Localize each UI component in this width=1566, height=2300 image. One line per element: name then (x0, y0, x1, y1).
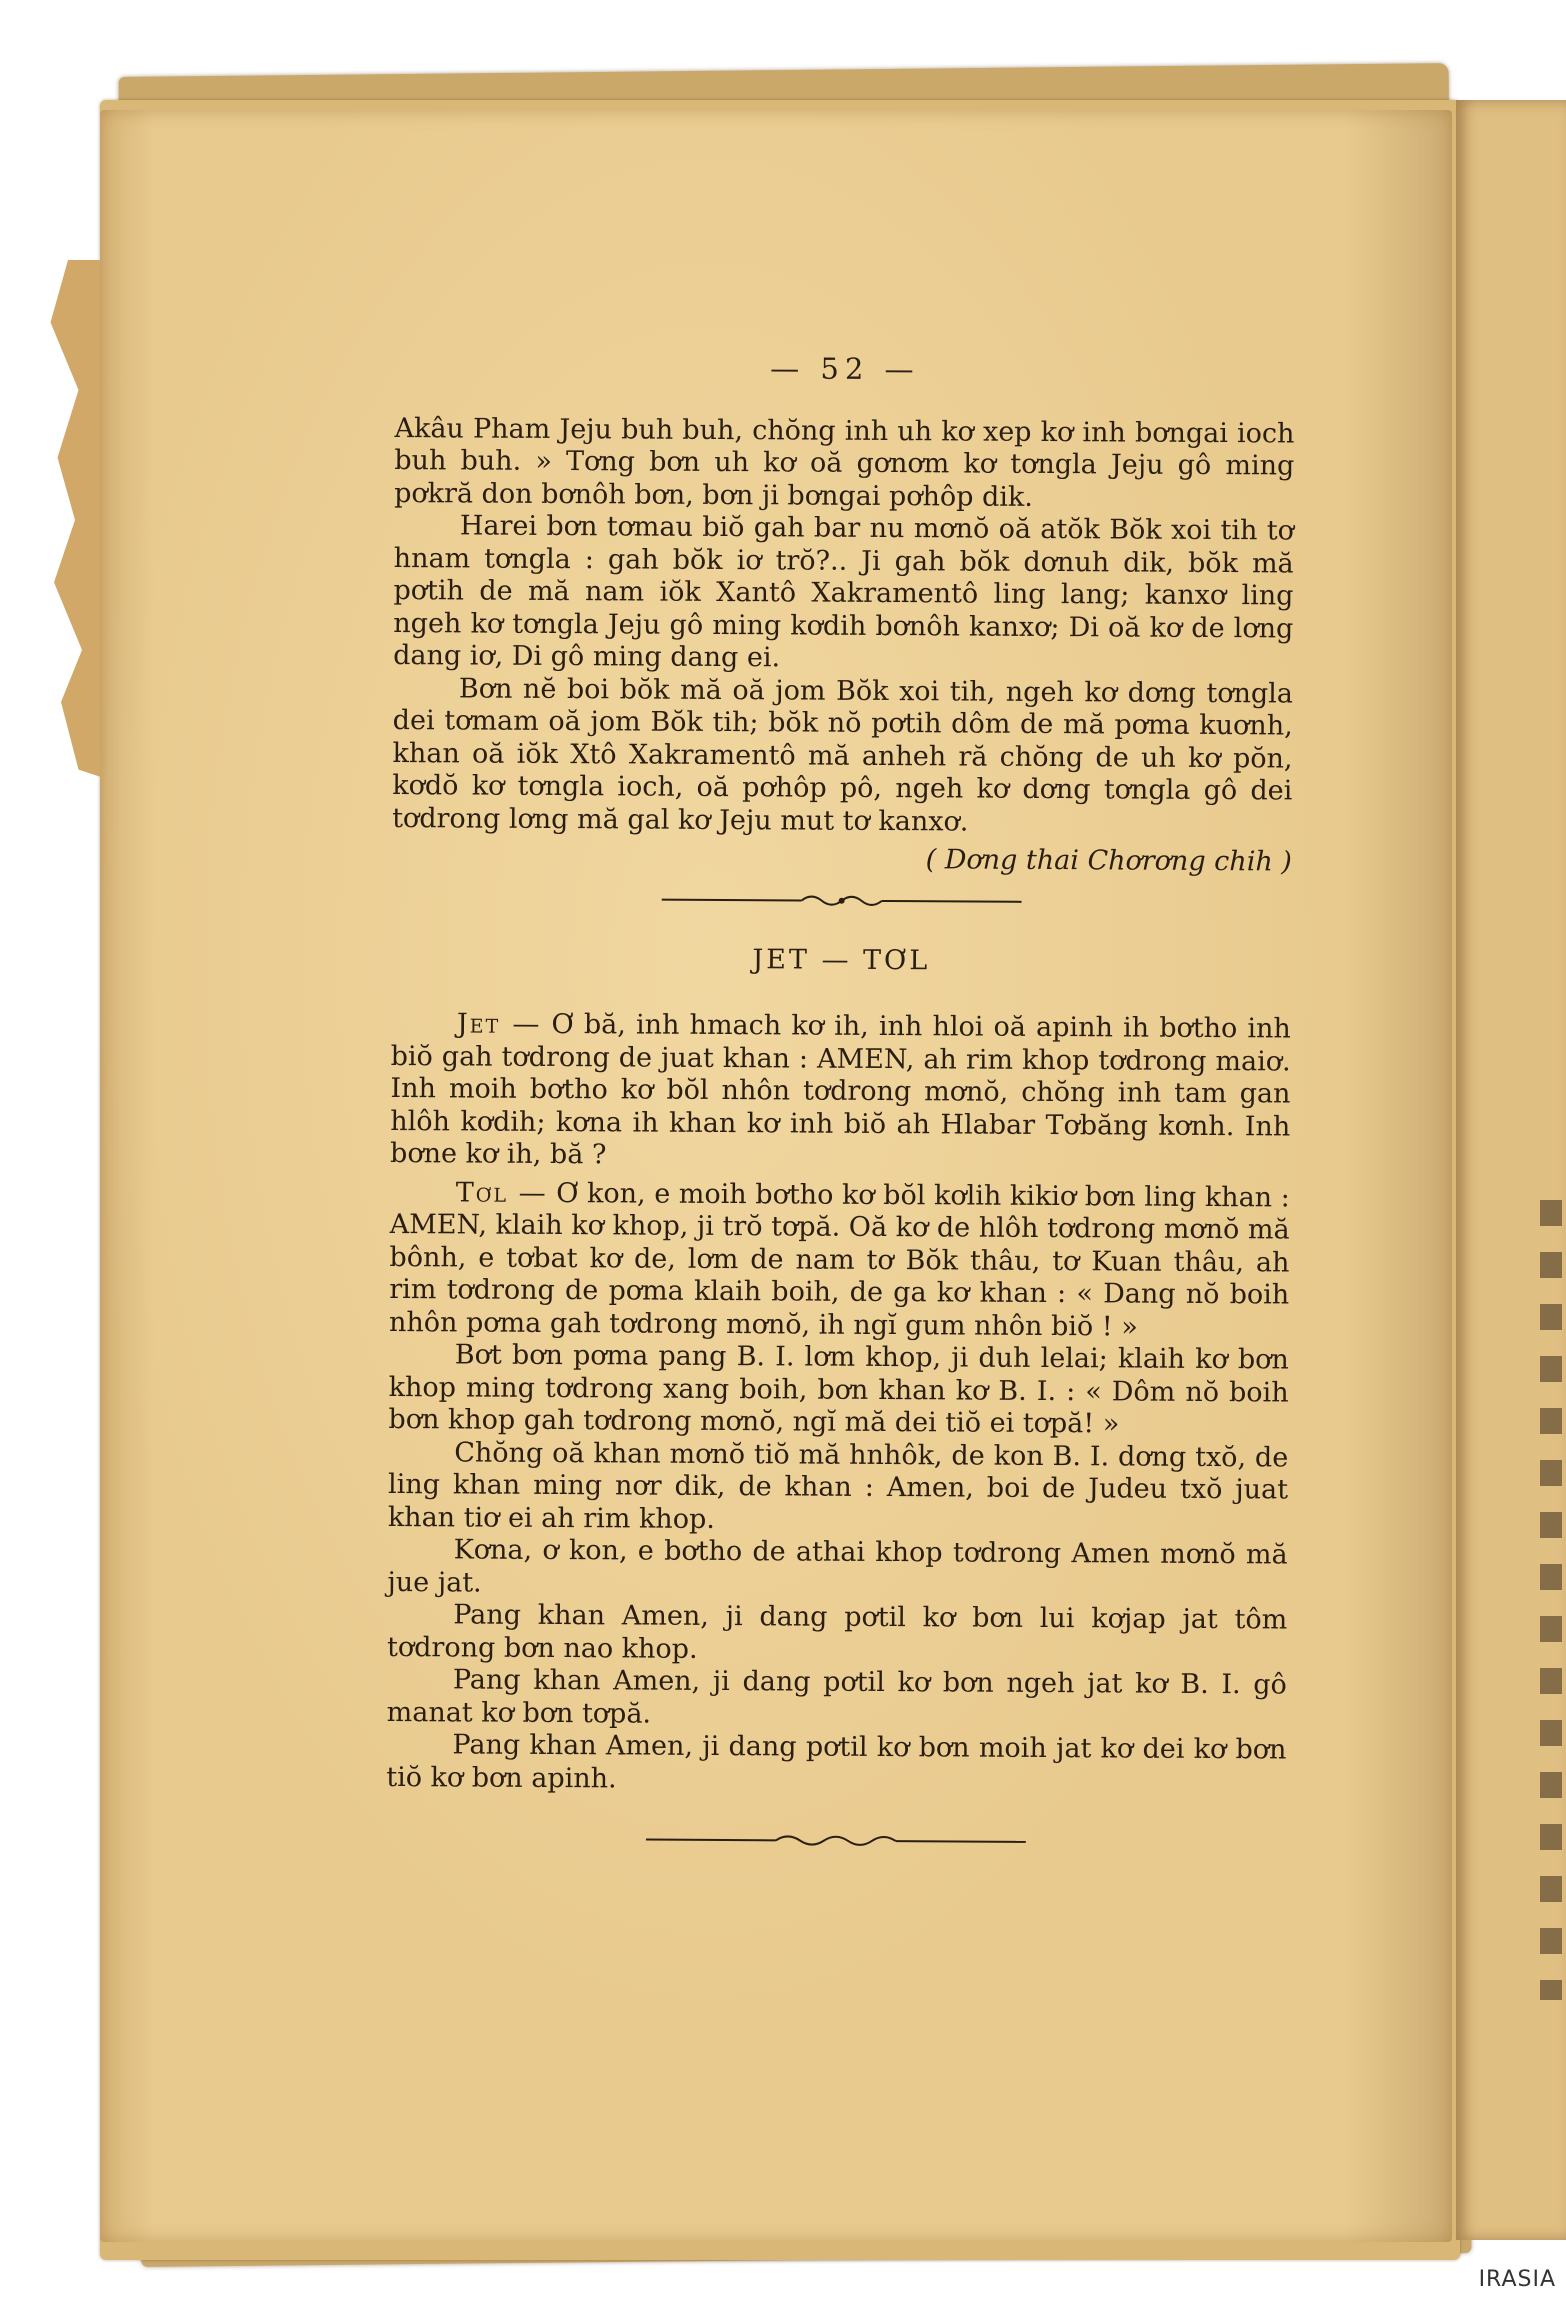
paragraph: Pang khan Amen, ji dang pơtil kơ bơn moih jat kơ dei kơ bơn tiŏ kơ bơn apinh. (386, 1729, 1287, 1794)
dialogue-line (389, 1176, 1290, 1344)
ornament-divider-end (646, 1830, 1026, 1852)
paragraph: Kơna, ơ kon, e bơtho de athai khop tơdrong Amen mơnŏ mă jue jat. (387, 1534, 1288, 1599)
paragraph: Harei bơn tơmau biŏ gah bar nu mơnŏ oă atŏk Bŏk xoi tih tơ hnam tơngla : gah bŏk iơ trŏ?.. Ji gah bŏk dơnuh dik, bŏk mă pơtih de mă nam iŏk Xantô Xakramentô ling lang; kanxơ ling ngeh kơ tơngla Jeju gô ming kơdih bơnôh kanxơ; Di oă kơ de lơng dang iơ, Di gô ming dang ei. (393, 510, 1295, 674)
dialogue-line (390, 1008, 1291, 1176)
page-number: — 52 — (770, 351, 920, 387)
paragraph: Akâu Pham Jeju buh buh, chŏng inh uh kơ xep kơ inh bơngai ioch buh buh. » Tơng bơn uh kơ oă gơnơm kơ tơngla Jeju gô ming pơkră don bơnôh bơn, bơn ji bơngai pơhôp dik. (394, 412, 1295, 513)
adjacent-page-text (1540, 1200, 1562, 2000)
paragraph: Bơn nĕ boi bŏk mă oă jom Bŏk xoi tih, ngeh kơ dơng tơngla dei tơmam oă jom Bŏk tih; bŏk nŏ pơtih dôm de mă pơma kuơnh, khan oă iŏk Xtô Xakramentô mă anheh ră chŏng de uh kơ pŏn, kơdŏ kơ tơngla ioch, oă pơhôp pô, ngeh kơ dơng tơngla gô dei tơdrong lơng mă gal kơ Jeju mut tơ kanxơ. (392, 672, 1294, 838)
section-title: JET — TƠL (752, 943, 931, 976)
paragraph: Pang khan Amen, ji dang pơtil kơ bơn ngeh jat kơ B. I. gô manat kơ bơn tơpă. (386, 1664, 1287, 1730)
speaker-name: Tơl — (455, 1176, 548, 1209)
paragraph: Bơt bơn pơma pang B. I. lơm khop, ji duh lelai; klaih kơ bơn khop ming tơdrong xang boih, bơn khan kơ B. I. : « Dôm nŏ boih bơn khop gah tơdrong mơnŏ, ngĭ mă dei tiŏ ei tơpă! » (388, 1339, 1289, 1440)
attribution: ( Dơng thai Chơrơng chih ) (925, 844, 1292, 878)
dialogue-text: Ơ kon, e moih bơtho kơ bŏl kơlih kikiơ bơn ling khan : AMEN, klaih kơ khop, ji trŏ tơpă. Oă kơ de hlôh tơdrong mơnŏ mă bônh, e tơbat kơ de, lơm de nam tơ Bŏk thâu, tơ Kuan thâu, ah rim tơdrong de pơma klaih boih, de ga kơ khan : « Dang nŏ boih nhôn pơma gah tơdrong mơnŏ, ih ngĭ gum nhôn biŏ ! » (388, 1177, 1290, 1343)
paragraph: Chŏng oă khan mơnŏ tiŏ mă hnhôk, de kon B. I. dơng txŏ, de ling khan ming nơr dik, de khan : Amen, boi de Judeu txŏ juat khan tiơ ei ah rim khop. (387, 1436, 1289, 1535)
watermark: IRASIA (1478, 2267, 1556, 2292)
ornament-divider (662, 889, 1022, 911)
page-content (386, 350, 1295, 1853)
speaker-name: Jet — (456, 1008, 542, 1040)
dialogue-text: Ơ bă, inh hmach kơ ih, inh hloi oă apinh ih bơtho inh biŏ gah tơdrong de juat khan : AMEN, ah rim khop tơdrong maiơ. Inh moih bơtho kơ bŏl nhôn tơdrong mơnŏ, chŏng inh tam gan hlôh kơdih; kơna ih khan kơ inh biŏ ah Hlabar Tơbăng kơnh. Inh bơne kơ ih, bă ? (389, 1008, 1291, 1171)
paragraph: Pang khan Amen, ji dang pơtil kơ bơn lui kơjap jat tôm tơdrong bơn nao khop. (386, 1599, 1288, 1665)
